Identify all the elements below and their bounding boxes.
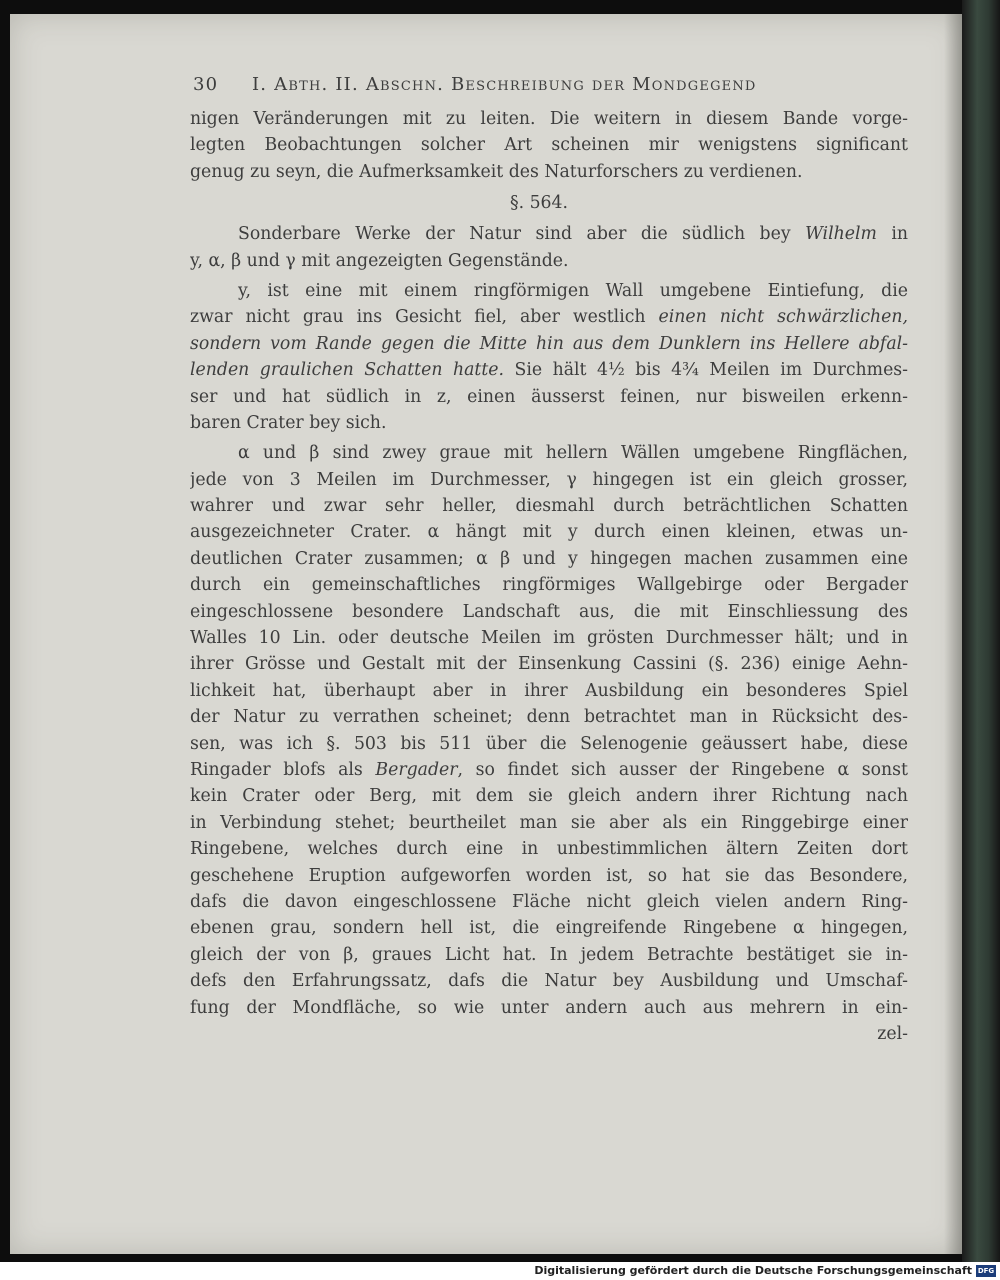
text-line: geschehene Eruption aufgeworfen worden ist, so hat sie das Besondere, [190,865,908,886]
text-line: wahrer und zwar sehr heller, diesmahl durch beträchtlichen Schatten [190,496,908,517]
dfg-logo: DFG [977,1267,995,1275]
text-line: nigen Veränderungen mit zu leiten. Die weitern in diesem Bande vorge- [190,109,908,129]
text-line: lichkeit hat, überhaupt aber in ihrer Ausbildung ein besonderes Spiel [190,680,908,701]
text-line: kein Crater oder Berg, mit dem sie gleich andern ihrer Richtung nach [190,786,908,807]
text-line [190,357,908,383]
text-line: fung der Mondfläche, so wie unter andern auch aus mehrern in ein- [190,997,908,1018]
running-title: I. Abth. II. Abschn. Beschreibung der Mondgegend [252,74,757,95]
funding-credit: Digitalisierung gefördert durch die Deutsche Forschungsgemeinschaft [534,1264,972,1277]
text-line: in Verbindung stehet; beurtheilet man sie aber als ein Ringgebirge einer [190,812,908,833]
italic-span: sondern vom Rande gegen die Mitte hin aus dem Dunklern ins Hellere abfal- [190,333,908,354]
text-line: baren Crater bey sich. [190,412,387,433]
book-spine [962,0,1000,1262]
page-number: 30 [193,74,219,95]
text-line: eingeschlossene besondere Landschaft aus, die mit Einschliessung des [190,601,908,622]
text-line: gleich der von β, graues Licht hat. In jedem Betrachte bestätiget sie in- [190,944,908,965]
text-line: sen, was ich §. 503 bis 511 über die Selenogenie geäussert habe, diese [190,733,908,754]
text-line: ser und hat südlich in z, einen äusserst feinen, nur bisweilen erkenn- [190,386,908,407]
text-line: legten Beobachtungen solcher Art scheinen mir wenigstens significant [190,135,908,156]
text-line: y, ist eine mit einem ringförmigen Wall umgebene Eintiefung, die [238,280,908,301]
text-line [190,757,908,783]
text-line [190,304,908,330]
italic-span: einen nicht schwärzlichen, [658,307,908,328]
text-line: Walles 10 Lin. oder deutsche Meilen im grösten Durchmesser hält; und in [190,628,908,649]
text-line: Ringebene, welches durch eine in unbestimmlichen ältern Zeiten dort [190,839,908,860]
text-line [190,221,908,247]
text-span: Sie hält 4½ bis 4¾ Meilen im Durchmes- [504,360,908,381]
italic-span: lenden graulichen Schatten hatte. [190,360,504,381]
running-header [190,72,908,106]
footer-bar [0,1262,1000,1280]
text-line [190,331,908,357]
text-line: durch ein gemeinschaftliches ringförmiges Wallgebirge oder Bergader [190,575,908,596]
text-span: in [876,224,908,245]
text-line: genug zu seyn, die Aufmerksamkeit des Naturforschers zu verdienen. [190,161,803,182]
text-line: y, α, β und γ mit angezeigten Gegenstände. [190,250,569,271]
text-span: Ringader blofs als [190,759,376,780]
text-line: der Natur zu verrathen scheinet; denn betrachtet man in Rücksicht des- [190,707,908,728]
text-span: , so findet sich ausser der Ringebene α sonst [457,759,908,780]
text-line: ebenen grau, sondern hell ist, die eingreifende Ringebene α hingegen, [190,918,908,939]
italic-span: Wilhelm [805,224,877,245]
text-span: zwar nicht grau ins Gesicht fiel, aber westlich [190,307,659,328]
text-line: ausgezeichneter Crater. α hängt mit y durch einen kleinen, etwas un- [190,522,908,543]
text-line: ihrer Grösse und Gestalt mit der Einsenkung Cassini (§. 236) einige Aehn- [190,654,908,675]
text-line: α und β sind zwey graue mit hellern Wällen umgebene Ringflächen, [238,443,908,464]
text-line: jede von 3 Meilen im Durchmesser, γ hingegen ist ein gleich grosser, [190,469,908,490]
section-heading: §. 564. [509,193,569,214]
italic-span: Bergader [375,759,458,780]
text-span: Sonderbare Werke der Natur sind aber die südlich bey [238,224,806,245]
catchword: zel- [877,1023,908,1044]
text-line: deutlichen Crater zusammen; α β und y hingegen machen zusammen eine [190,548,908,569]
page-edge-shadow [944,14,962,1254]
page-text [190,72,908,1047]
text-line: dafs die davon eingeschlossene Fläche nicht gleich vielen andern Ring- [190,891,908,912]
text-line: defs den Erfahrungssatz, dafs die Natur bey Ausbildung und Umschaf- [190,971,908,992]
